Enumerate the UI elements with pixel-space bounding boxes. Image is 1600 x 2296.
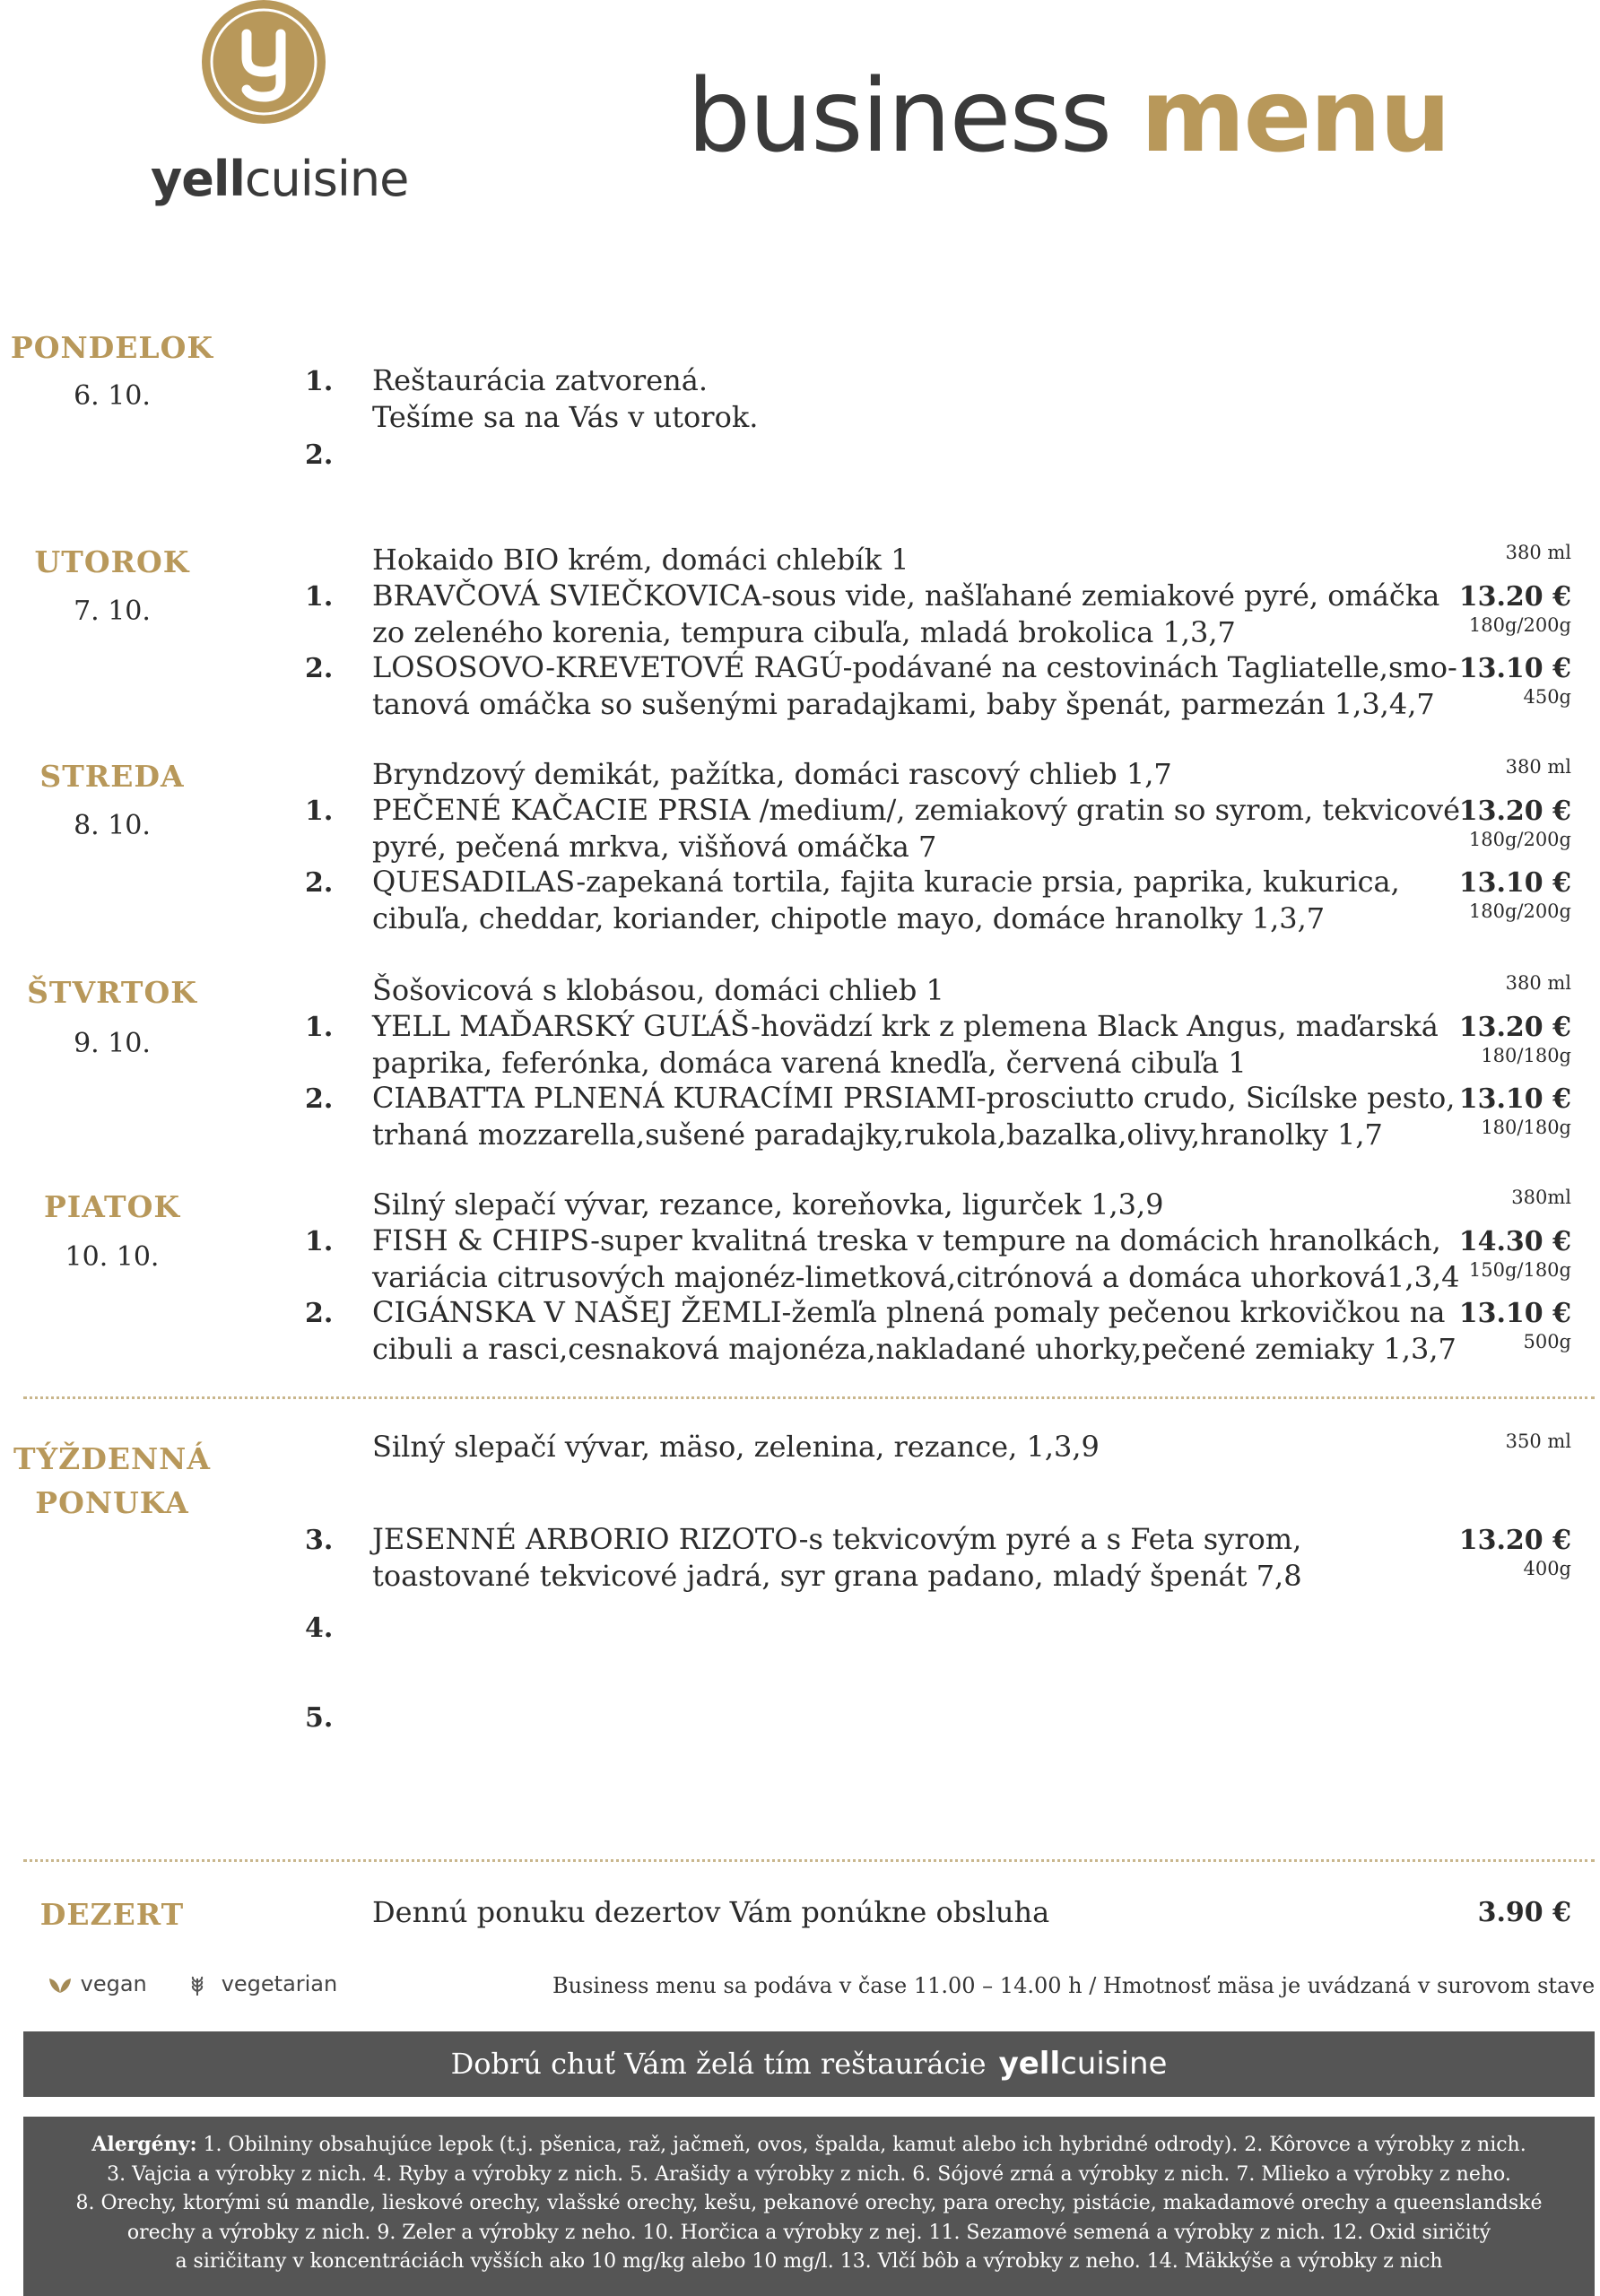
- day-name: PIATOK: [43, 1189, 181, 1224]
- vegetarian-label: vegetarian: [221, 1971, 338, 1996]
- menu-line: pyré, pečená mrkva, višňová omáčka 7: [372, 830, 937, 864]
- price: 14.30 €: [1458, 1226, 1571, 1257]
- item-number: 2.: [305, 867, 334, 899]
- greeting-bar: [23, 2031, 1595, 2097]
- item-number: 1.: [305, 1012, 334, 1043]
- allergens-box: [23, 2117, 1595, 2296]
- portion-size: 150g/180g: [1468, 1259, 1571, 1281]
- soup-size: 380 ml: [1505, 972, 1571, 994]
- price: 13.20 €: [1458, 1012, 1571, 1043]
- portion-size: 180/180g: [1481, 1117, 1571, 1138]
- dessert-price: 3.90 €: [1477, 1897, 1571, 1928]
- wheat-icon: [187, 1975, 214, 1995]
- menu-line: cibuli a rasci,cesnaková majonéza,nakladané uhorky,pečené zemiaky 1,3,7: [372, 1332, 1457, 1366]
- menu-line: LOSOSOVO-KREVETOVÉ RAGÚ-podávané na cestovinách Tagliatelle,smo-: [372, 650, 1457, 684]
- menu-line: PEČENÉ KAČACIE PRSIA /medium/, zemiakový gratin so syrom, tekvicové: [372, 793, 1461, 827]
- menu-line: toastované tekvicové jadrá, syr grana padano, mladý špenát 7,8: [372, 1559, 1302, 1593]
- dessert-title: DEZERT: [39, 1897, 185, 1932]
- soup-line: Silný slepačí vývar, rezance, koreňovka, ligurček 1,3,9: [372, 1187, 1164, 1222]
- service-note: Business menu sa podáva v čase 11.00 – 14.00 h / Hmotnosť mäsa je uvádzaná v surovom stave: [552, 1973, 1596, 1998]
- menu-line: QUESADILAS-zapekaná tortila, fajita kuracie prsia, paprika, kukurica,: [372, 865, 1400, 899]
- soup-size: 380ml: [1511, 1187, 1571, 1208]
- soup-size: 380 ml: [1505, 542, 1571, 563]
- price: 13.20 €: [1458, 796, 1571, 827]
- menu-line: paprika, feferónka, domáca varená knedľa, červená cibuľa 1: [372, 1046, 1247, 1080]
- menu-line: CIGÁNSKA V NAŠEJ ŽEMLI-žemľa plnená pomaly pečenou krkovičkou na: [372, 1295, 1446, 1329]
- portion-size: 500g: [1523, 1331, 1571, 1352]
- item-number: 1.: [305, 1226, 334, 1257]
- soup-size: 380 ml: [1505, 756, 1571, 778]
- menu-line: Tešíme sa na Vás v utorok.: [372, 400, 759, 434]
- y-logo-icon: [202, 0, 326, 124]
- item-number: 4.: [305, 1613, 334, 1644]
- menu-line: CIABATTA PLNENÁ KURACÍMI PRSIAMI-prosciutto crudo, Sicílske pesto,: [372, 1081, 1456, 1115]
- weekly-title: PONUKA: [35, 1485, 189, 1520]
- item-number: 2.: [305, 439, 334, 471]
- page-title: business menu: [687, 58, 1449, 175]
- dotted-divider: [23, 1859, 1595, 1862]
- menu-line: FISH & CHIPS-super kvalitná treska v tempure na domácich hranolkách,: [372, 1223, 1441, 1257]
- greeting-text: Dobrú chuť Vám želá tím reštaurácie: [450, 2047, 987, 2081]
- menu-line: tanová omáčka so sušenými paradajkami, baby špenát, parmezán 1,3,4,7: [372, 687, 1435, 721]
- price: 13.20 €: [1458, 1525, 1571, 1556]
- portion-size: 180g/200g: [1468, 614, 1571, 636]
- price: 13.10 €: [1458, 1083, 1571, 1115]
- menu-line: cibuľa, cheddar, koriander, chipotle mayo, domáce hranolky 1,3,7: [372, 901, 1326, 935]
- portion-size: 180g/200g: [1468, 829, 1571, 850]
- item-number: 2.: [305, 653, 334, 684]
- vegan-label: vegan: [80, 1971, 147, 1996]
- price: 13.10 €: [1458, 867, 1571, 899]
- dessert-text: Dennú ponuku dezertov Vám ponúkne obsluha: [372, 1895, 1050, 1929]
- day-date: 9. 10.: [74, 1028, 151, 1059]
- soup-line: Silný slepačí vývar, mäso, zelenina, rezance, 1,3,9: [372, 1430, 1100, 1464]
- item-number: 1.: [305, 366, 334, 397]
- menu-line: trhaná mozzarella,sušené paradajky,rukola,bazalka,olivy,hranolky 1,7: [372, 1118, 1383, 1152]
- item-number: 2.: [305, 1298, 334, 1329]
- portion-size: 400g: [1523, 1558, 1571, 1579]
- day-name: STREDA: [39, 759, 185, 794]
- item-number: 1.: [305, 796, 334, 827]
- day-date: 7. 10.: [74, 596, 151, 627]
- day-date: 6. 10.: [74, 380, 151, 412]
- price: 13.10 €: [1458, 1298, 1571, 1329]
- portion-size: 450g: [1523, 686, 1571, 708]
- item-number: 1.: [305, 581, 334, 613]
- allergens-text: Alergény: 1. Obilniny obsahujúce lepok (t.j. pšenica, raž, jačmeň, ovos, špalda, kamut alebo ich hybridné odrody). 2. Kôrovce a výrobky z nich. 3. Vajcia a výrobky z nich. 4. Ryby a výrobky z nich. 5. Arašidy a výrobky z nich. 6. Sójové zrná a výrobky z nich. 7. Mlieko a výrobky z neho. 8. Orechy, ktorými sú mandle, lieskové orechy, vlašské orechy, kešu, pekanové orechy, para orechy, pistácie, makadamové orechy a queenslandské orechy a výrobky z nich. 9. Zeler a výrobky z neho. 10. Horčica a výrobky z nej. 11. Sezamové semená a výrobky z nich. 12. Oxid siričitý a siričitany v koncentráciách vyšších ako 10 mg/kg alebo 10 mg/l. 13. Vlčí bôb a výrobky z neho. 14. Mäkkýše a výrobky z nich: [75, 2133, 1543, 2273]
- menu-line: zo zeleného korenia, tempura cibuľa, mladá brokolica 1,3,7: [372, 615, 1236, 649]
- price: 13.20 €: [1458, 581, 1571, 613]
- menu-line: variácia citrusových majonéz-limetková,citrónová a domáca uhorková1,3,4: [372, 1260, 1460, 1294]
- day-name: PONDELOK: [10, 330, 214, 365]
- menu-line: BRAVČOVÁ SVIEČKOVICA-sous vide, našľahané zemiakové pyré, omáčka: [372, 578, 1440, 613]
- brand-logo-text: yellcuisine: [151, 151, 409, 207]
- price: 13.10 €: [1458, 653, 1571, 684]
- item-number: 3.: [305, 1525, 334, 1556]
- menu-line: Reštaurácia zatvorená.: [372, 363, 709, 397]
- menu-line: JESENNÉ ARBORIO RIZOTO-s tekvicovým pyré a s Feta syrom,: [372, 1522, 1302, 1556]
- menu-line: YELL MAĎARSKÝ GUĽÁŠ-hovädzí krk z plemena Black Angus, maďarská: [372, 1009, 1439, 1043]
- soup-line: Šošovicová s klobásou, domáci chlieb 1: [372, 973, 944, 1007]
- day-date: 10. 10.: [65, 1241, 160, 1273]
- soup-size: 350 ml: [1505, 1431, 1571, 1452]
- soup-line: Bryndzový demikát, pažítka, domáci rascový chlieb 1,7: [372, 757, 1172, 791]
- portion-size: 180/180g: [1481, 1045, 1571, 1066]
- day-date: 8. 10.: [74, 810, 151, 841]
- portion-size: 180g/200g: [1468, 900, 1571, 922]
- day-name: ŠTVRTOK: [27, 975, 197, 1010]
- footer-brand: yellcuisine: [998, 2046, 1168, 2082]
- item-number: 5.: [305, 1702, 334, 1734]
- day-name: UTOROK: [34, 544, 190, 579]
- dotted-divider: [23, 1396, 1595, 1399]
- diet-legend: [47, 1971, 337, 1996]
- soup-line: Hokaido BIO krém, domáci chlebík 1: [372, 543, 909, 577]
- item-number: 2.: [305, 1083, 334, 1115]
- weekly-title: TÝŽDENNÁ: [13, 1441, 211, 1476]
- leaf-icon: [47, 1975, 74, 1995]
